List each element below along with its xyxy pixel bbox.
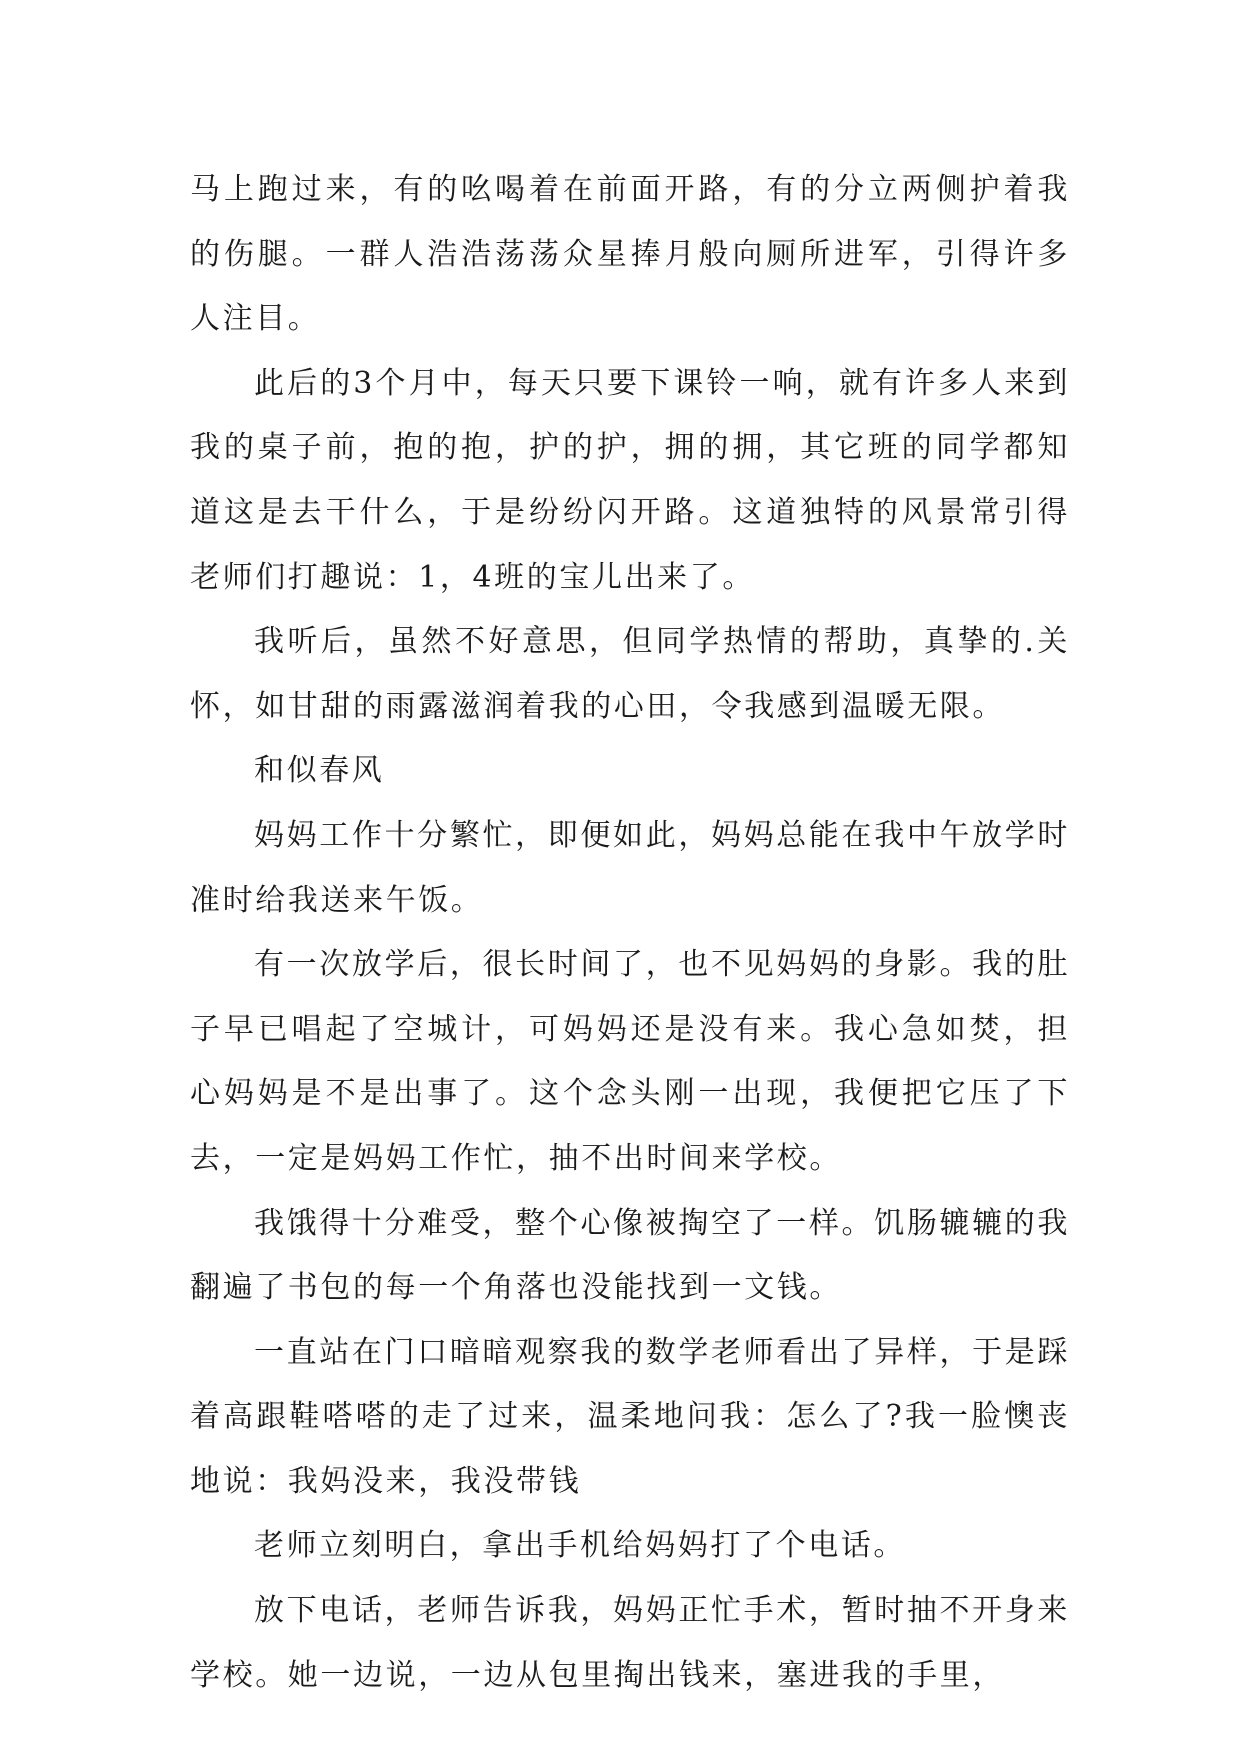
paragraph: 老师立刻明白，拿出手机给妈妈打了个电话。 [254, 1528, 906, 1564]
paragraph: 我饿得十分难受，整个心像被掏空了一样。饥肠辘辘的我翻遍了书包的每一个角落也没能找到一文钱。 [190, 1205, 1070, 1306]
section-heading: 和似春风 [254, 753, 385, 789]
paragraph: 此后的3个月中，每天只要下课铃一响，就有许多人来到我的桌子前，抱的抱，护的护，拥的拥，其它班的同学都知道这是去干什么，于是纷纷闪开路。这道独特的风景常引得老师们打趣说：1，4班的宝儿出来了。 [190, 365, 1070, 595]
document-body [190, 158, 1070, 1708]
paragraph: 放下电话，老师告诉我，妈妈正忙手术，暂时抽不开身来学校。她一边说，一边从包里掏出钱来，塞进我的手里， [190, 1593, 1070, 1693]
paragraph: 我听后，虽然不好意思，但同学热情的帮助，真挚的.关怀，如甘甜的雨露滋润着我的心田，令我感到温暖无限。 [190, 624, 1070, 724]
paragraph: 有一次放学后，很长时间了，也不见妈妈的身影。我的肚子早已唱起了空城计，可妈妈还是没有来。我心急如焚，担心妈妈是不是出事了。这个念头刚一出现，我便把它压了下去，一定是妈妈工作忙，抽不出时间来学校。 [190, 947, 1070, 1176]
paragraph: 马上跑过来，有的吆喝着在前面开路，有的分立两侧护着我的伤腿。一群人浩浩荡荡众星捧月般向厕所进军，引得许多人注目。 [190, 172, 1070, 337]
paragraph: 妈妈工作十分繁忙，即便如此，妈妈总能在我中午放学时准时给我送来午饭。 [190, 817, 1070, 918]
paragraph: 一直站在门口暗暗观察我的数学老师看出了异样，于是踩着高跟鞋嗒嗒的走了过来，温柔地问我：怎么了?我一脸懊丧地说：我妈没来，我没带钱 [190, 1334, 1070, 1499]
